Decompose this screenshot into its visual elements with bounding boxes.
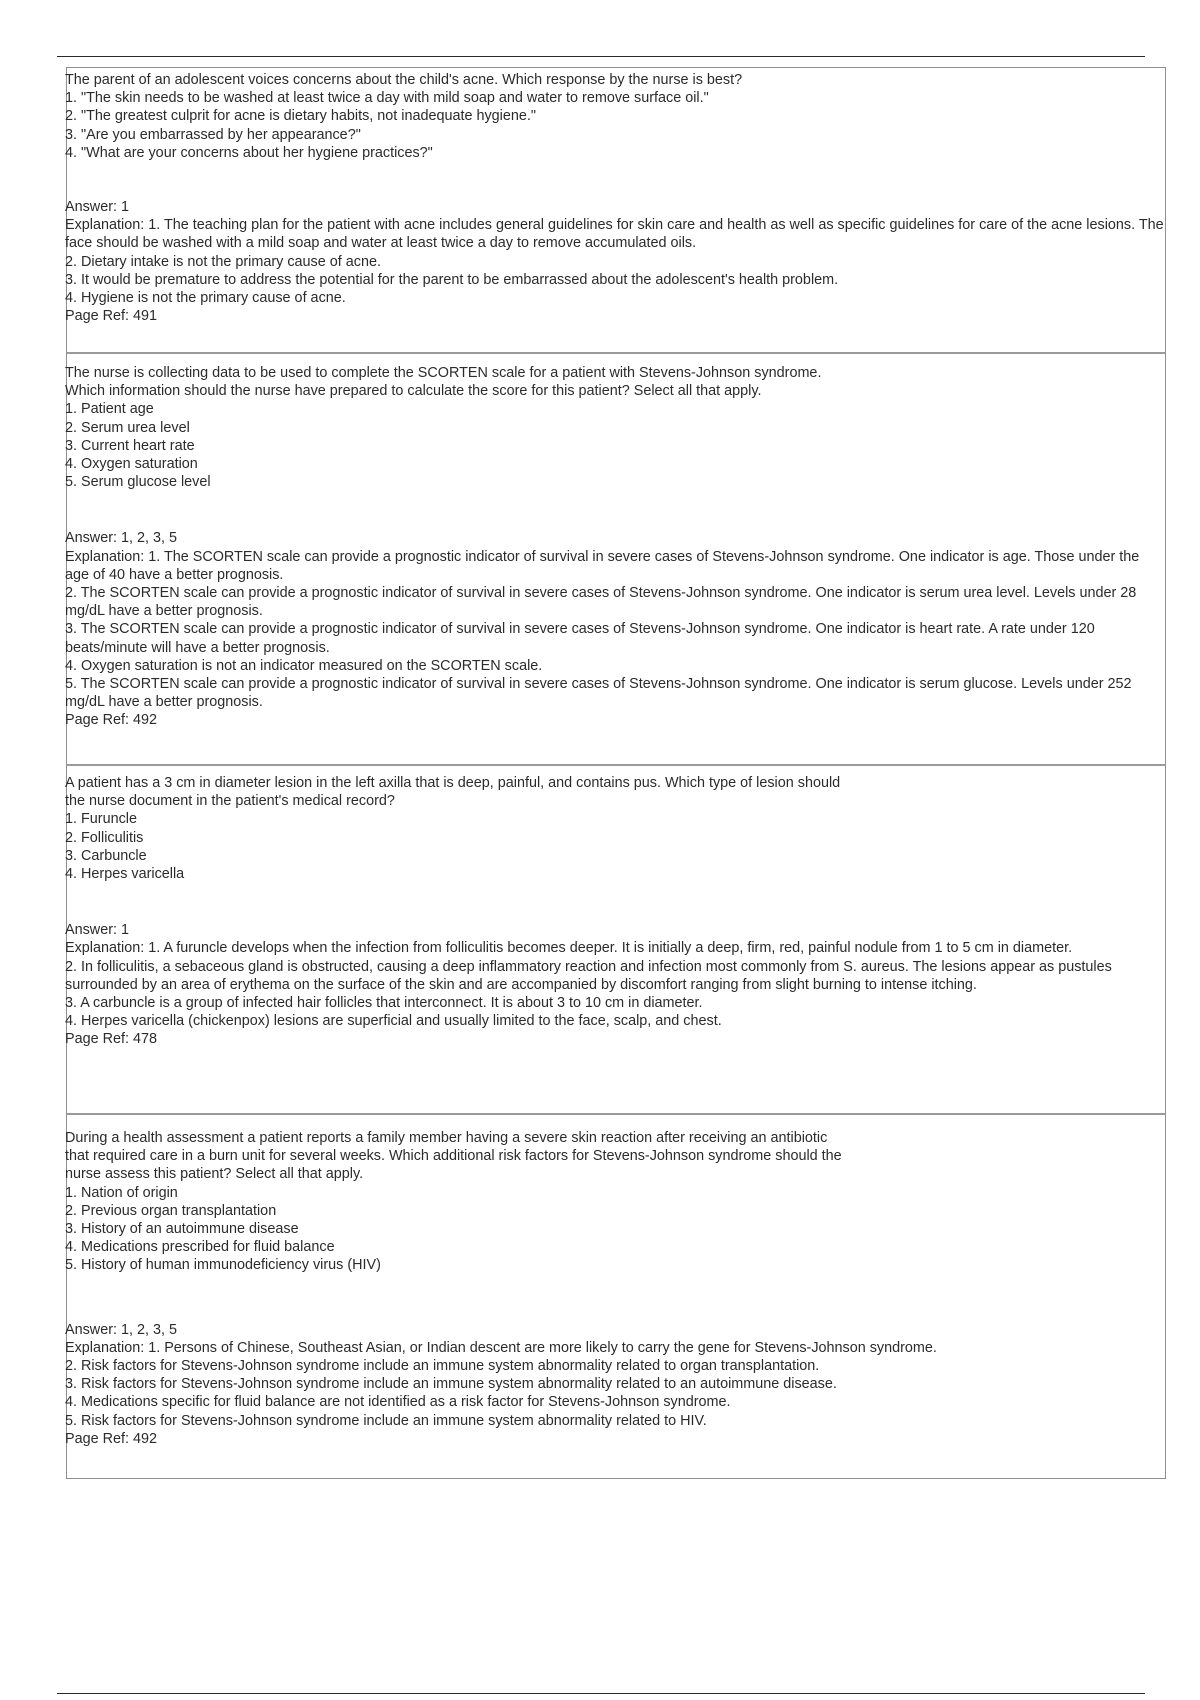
question-stem: The parent of an adolescent voices concerns about the child's acne. Which response by the nurse is best? — [65, 72, 743, 88]
answer-option: 2. Folliculitis — [65, 829, 144, 846]
answer-option: 4. Oxygen saturation — [65, 456, 198, 473]
question-stem: Which information should the nurse have prepared to calculate the score for this patient? Select all that apply. — [65, 383, 762, 400]
explanation-line: 2. Risk factors for Stevens-Johnson syndrome include an immune system abnormality related to organ transplantation. — [65, 1358, 820, 1375]
explanation-line: 3. A carbuncle is a group of infected hair follicles that interconnect. It is about 3 to 10 cm in diameter. — [65, 995, 703, 1012]
page-reference: Page Ref: 492 — [65, 712, 158, 729]
explanation-line: 3. Risk factors for Stevens-Johnson syndrome include an immune system abnormality related to an autoimmune disease. — [65, 1376, 837, 1393]
answer-option: 3. History of an autoimmune disease — [65, 1221, 299, 1238]
answer-option: 2. Serum urea level — [65, 419, 190, 436]
answer-option: 4. "What are your concerns about her hygiene practices?" — [65, 144, 433, 161]
question-block-1 — [67, 68, 1165, 354]
explanation-line: Explanation: 1. A furuncle develops when the infection from folliculitis becomes deeper. It is initially a deep, firm, red, painful nodule from 1 to 5 cm in diameter. — [65, 940, 1073, 957]
answer-key: Answer: 1 — [65, 199, 129, 216]
answer-option: 5. Serum glucose level — [65, 474, 211, 491]
page-reference: Page Ref: 491 — [65, 308, 158, 325]
answer-option: 4. Medications prescribed for fluid balance — [65, 1239, 335, 1256]
question-stem: A patient has a 3 cm in diameter lesion in the left axilla that is deep, painful, and contains pus. Which type of lesion should — [65, 775, 841, 791]
answer-key: Answer: 1 — [65, 922, 129, 939]
answer-option: 1. Nation of origin — [65, 1184, 178, 1201]
answer-option: 5. History of human immunodeficiency virus (HIV) — [65, 1257, 381, 1274]
explanation-line: Explanation: 1. The SCORTEN scale can provide a prognostic indicator of survival in severe cases of Stevens-Johnson syndrome. One indicator is age. Those under the age of 40 have a better prognosis. — [65, 548, 1140, 583]
answer-option: 3. "Are you embarrassed by her appearance?" — [65, 126, 361, 143]
explanation-line: 2. In folliculitis, a sebaceous gland is obstructed, causing a deep inflammatory reaction and infection most commonly from S. aureus. The lesions appear as pustules surrounded by an area of erythema on the surface of the skin and are accompanied by discomfort ranging from slight burning to intense itching. — [65, 958, 1112, 993]
answer-option: 1. "The skin needs to be washed at least twice a day with mild soap and water to remove surface oil." — [65, 90, 709, 107]
explanation-line: 4. Hygiene is not the primary cause of acne. — [65, 290, 346, 307]
question-stem: the nurse document in the patient's medical record? — [65, 793, 395, 810]
answer-option: 1. Furuncle — [65, 811, 137, 828]
explanation-line: Explanation: 1. Persons of Chinese, Southeast Asian, or Indian descent are more likely to carry the gene for Stevens-Johnson syndrome. — [65, 1339, 937, 1356]
question-block-2 — [67, 354, 1165, 766]
explanation-line: 3. The SCORTEN scale can provide a prognostic indicator of survival in severe cases of Stevens-Johnson syndrome. One indicator is heart rate. A rate under 120 beats/minute will have a better prognosis. — [65, 621, 1095, 656]
header-rule — [57, 56, 1145, 57]
answer-option: 3. Carbuncle — [65, 847, 147, 864]
answer-option: 2. "The greatest culprit for acne is dietary habits, not inadequate hygiene." — [65, 108, 536, 125]
question-stem: During a health assessment a patient reports a family member having a severe skin reaction after receiving an antibiotic — [65, 1130, 828, 1146]
page-reference: Page Ref: 492 — [65, 1430, 158, 1447]
explanation-line: 2. The SCORTEN scale can provide a prognostic indicator of survival in severe cases of Stevens-Johnson syndrome. One indicator is serum urea level. Levels under 28 mg/dL have a better prognosis. — [65, 585, 1137, 620]
explanation-line: 3. It would be premature to address the potential for the parent to be embarrassed about the adolescent's health problem. — [65, 271, 839, 288]
answer-key: Answer: 1, 2, 3, 5 — [65, 1321, 177, 1338]
explanation-line: 4. Medications specific for fluid balance are not identified as a risk factor for Stevens-Johnson syndrome. — [65, 1394, 731, 1411]
question-stem: The nurse is collecting data to be used to complete the SCORTEN scale for a patient with Stevens-Johnson syndrome. — [65, 365, 822, 381]
page-reference: Page Ref: 478 — [65, 1031, 158, 1048]
explanation-line: Explanation: 1. The teaching plan for the patient with acne includes general guidelines for skin care and health as well as specific guidelines for care of the acne lesions. The face should be washed with a mild soap and water at least twice a day to remove accumulated oils. — [65, 217, 1164, 252]
explanation-line: 4. Oxygen saturation is not an indicator measured on the SCORTEN scale. — [65, 657, 543, 674]
answer-option: 1. Patient age — [65, 401, 154, 418]
explanation-line: 2. Dietary intake is not the primary cause of acne. — [65, 253, 381, 270]
question-frame — [66, 67, 1166, 1479]
question-block-4 — [67, 1115, 1165, 1480]
question-stem: nurse assess this patient? Select all that apply. — [65, 1166, 364, 1183]
question-stem: that required care in a burn unit for several weeks. Which additional risk factors for Stevens-Johnson syndrome should the — [65, 1148, 842, 1165]
answer-option: 4. Herpes varicella — [65, 866, 185, 883]
question-block-3 — [67, 766, 1165, 1115]
answer-key: Answer: 1, 2, 3, 5 — [65, 530, 177, 547]
footer-rule — [57, 1693, 1145, 1694]
explanation-line: 5. The SCORTEN scale can provide a prognostic indicator of survival in severe cases of Stevens-Johnson syndrome. One indicator is serum glucose. Levels under 252 mg/dL have a better prognosis. — [65, 676, 1132, 711]
answer-option: 2. Previous organ transplantation — [65, 1202, 277, 1219]
answer-option: 3. Current heart rate — [65, 437, 195, 454]
explanation-line: 5. Risk factors for Stevens-Johnson syndrome include an immune system abnormality related to HIV. — [65, 1412, 707, 1429]
explanation-line: 4. Herpes varicella (chickenpox) lesions are superficial and usually limited to the face, scalp, and chest. — [65, 1013, 722, 1030]
